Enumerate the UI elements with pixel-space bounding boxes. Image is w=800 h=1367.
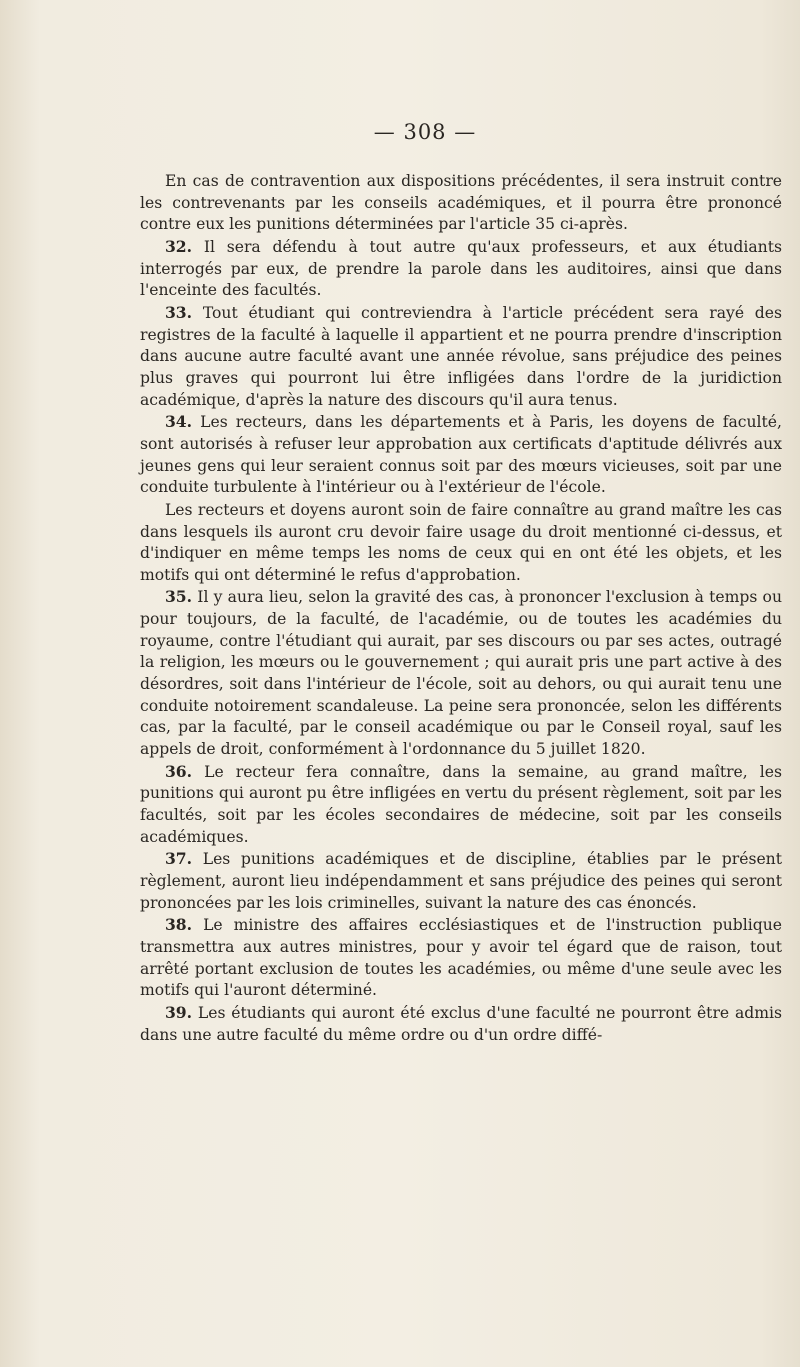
body-text bbox=[140, 170, 782, 1046]
paragraph-text: Tout étudiant qui contreviendra à l'article précédent sera rayé des registres de la faculté à laquelle il appartient et ne pourra prendre d'inscription dans aucune autre faculté avant une année révolue, sans préjudice des peines plus graves qui pourront lui être infligées dans l'ordre de la juridiction académique, d'après la nature des discours qu'il aura tenus. bbox=[140, 303, 782, 409]
article-number: 34. bbox=[164, 412, 193, 432]
article-number: 35. bbox=[164, 587, 193, 607]
paragraph bbox=[140, 1002, 782, 1046]
article-number: 39. bbox=[164, 1002, 193, 1022]
article-number: 38. bbox=[164, 915, 193, 935]
paragraph-text: En cas de contravention aux dispositions précédentes, il sera instruit contre les contrevenants par les conseils académiques, et il pourra être prononcé contre eux les punitions déterminées par l'article 35 ci-après. bbox=[140, 172, 782, 234]
article-number: 32. bbox=[164, 236, 193, 256]
paragraph bbox=[140, 411, 782, 499]
paragraph-text: Les étudiants qui auront été exclus d'une faculté ne pourront être admis dans une autre faculté du même ordre ou d'un ordre diffé- bbox=[140, 1003, 782, 1044]
paragraph bbox=[140, 761, 782, 849]
paragraph-text: Les punitions académiques et de discipline, établies par le présent règlement, auront lieu indépendamment et sans préjudice des peines qui seront prononcées par les lois criminelles, suivant la nature des cas énoncés. bbox=[140, 850, 782, 912]
paragraph bbox=[140, 586, 782, 760]
paragraph-text: Le recteur fera connaître, dans la semaine, au grand maître, les punitions qui auront pu être infligées en vertu du présent règlement, soit par les facultés, soit par les écoles secondaires de médecine, soit par les conseils académiques. bbox=[140, 762, 782, 846]
article-number: 36. bbox=[164, 761, 193, 781]
paragraph-text: Le ministre des affaires ecclésiastiques et de l'instruction publique transmettra aux autres ministres, pour y avoir tel égard que de raison, tout arrêté portant exclusion de toutes les académies, ou même d'une seule avec les motifs qui l'auront déterminé. bbox=[140, 916, 782, 1000]
article-number: 33. bbox=[164, 302, 193, 322]
paragraph bbox=[140, 236, 782, 302]
article-number: 37. bbox=[164, 849, 193, 869]
paragraph bbox=[140, 848, 782, 914]
paragraph bbox=[140, 302, 782, 411]
page-number: — 308 — bbox=[373, 120, 477, 144]
paragraph bbox=[140, 499, 782, 587]
paragraph bbox=[140, 170, 782, 236]
paragraph-text: Les recteurs et doyens auront soin de faire connaître au grand maître les cas dans lesquels ils auront cru devoir faire usage du droit mentionné ci-dessus, et d'indiquer en même temps les noms de ceux qui en ont été les objets, et les motifs qui ont déterminé le refus d'approbation. bbox=[140, 500, 782, 584]
paragraph-text: Les recteurs, dans les départements et à Paris, les doyens de faculté, sont autorisés à refuser leur approbation aux certificats d'aptitude délivrés aux jeunes gens qui leur seraient connus soit par des mœurs vicieuses, soit par une conduite turbulente à l'intérieur ou à l'extérieur de l'école. bbox=[140, 413, 782, 497]
paragraph-text: Il y aura lieu, selon la gravité des cas, à prononcer l'exclusion à temps ou pour toujours, de la faculté, de l'académie, ou de toutes les académies du royaume, contre l'étudiant qui aurait, par ses discours ou par ses actes, outragé la religion, les mœurs ou le gouvernement ; qui aurait pris une part active à des désordres, soit dans l'intérieur de l'école, soit au dehors, ou qui aurait tenu une conduite notoirement scandaleuse. La peine sera prononcée, selon les différents cas, par la faculté, par le conseil académique ou par le Conseil royal, sauf les appels de droit, conformément à l'ordonnance du 5 juillet 1820. bbox=[140, 588, 782, 759]
paragraph bbox=[140, 914, 782, 1002]
paragraph-text: Il sera défendu à tout autre qu'aux professeurs, et aux étudiants interrogés par eux, de prendre la parole dans les auditoires, ainsi que dans l'enceinte des facultés. bbox=[140, 237, 782, 300]
